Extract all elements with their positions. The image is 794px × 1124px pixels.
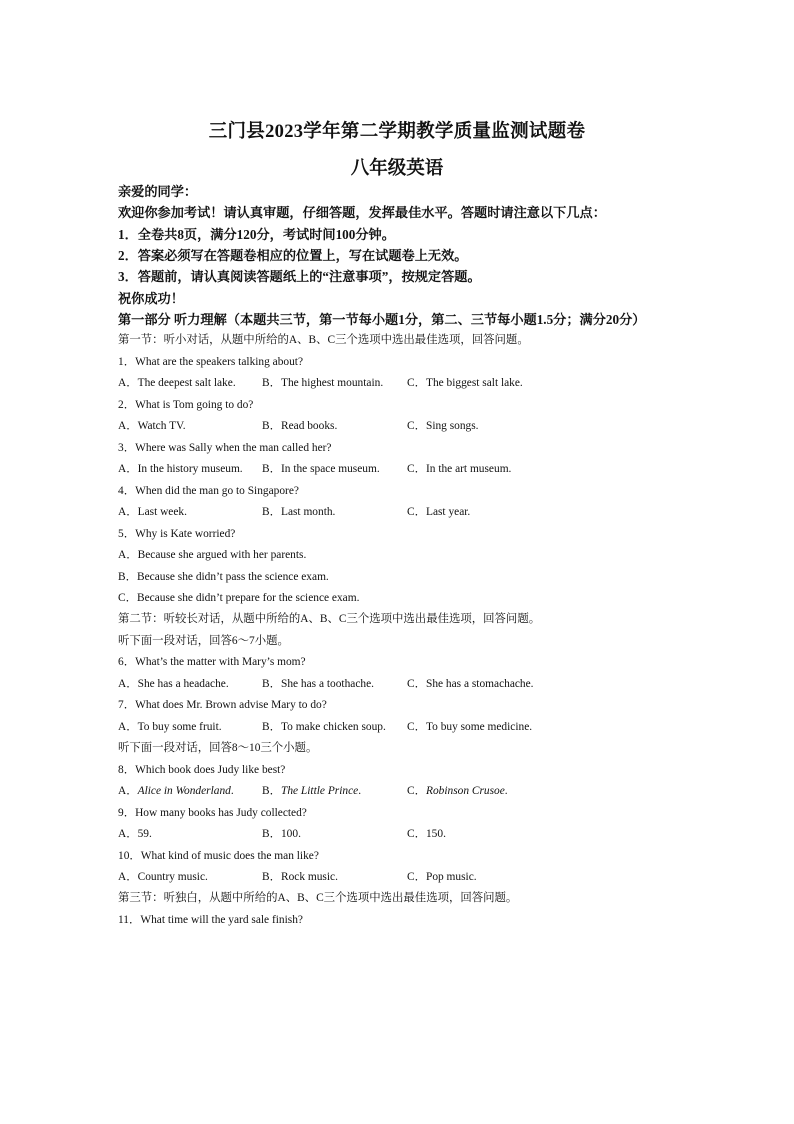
q1-option-c: C．The biggest salt lake. xyxy=(407,377,523,389)
q7-option-c: C．To buy some medicine. xyxy=(407,721,533,733)
q8-option-c-period: . xyxy=(504,785,508,797)
note-2: 2．答案必须写在答题卷相应的位置上，写在试题卷上无效。 xyxy=(118,248,468,263)
q2-option-c: C．Sing songs. xyxy=(407,420,479,432)
q3-option-b: B．In the space museum. xyxy=(262,463,380,475)
q8-option-c-title: Robinson Crusoe xyxy=(426,785,505,797)
section-one-instruction: 第一节：听小对话，从题中所给的A、B、C三个选项中选出最佳选项，回答问题。 xyxy=(118,334,529,346)
question-1: 1．What are the speakers talking about? xyxy=(118,356,304,368)
q8-option-b xyxy=(262,786,361,797)
section-three-instruction: 第三节：听独白，从题中所给的A、B、C三个选项中选出最佳选项，回答问题。 xyxy=(118,892,518,904)
q8-option-a xyxy=(118,786,234,797)
q8-option-b-title: The Little Prince xyxy=(281,785,359,797)
q10-option-b: B．Rock music. xyxy=(262,871,338,883)
q9-option-c: C．150. xyxy=(407,828,446,840)
q8-option-a-letter: A． xyxy=(118,785,138,797)
wish-text: 祝你成功！ xyxy=(118,291,184,306)
q8-option-a-title: Alice in Wonderland xyxy=(137,785,231,797)
q3-option-c: C．In the art museum. xyxy=(407,463,512,475)
question-6: 6．What’s the matter with Mary’s mom? xyxy=(118,656,306,668)
exam-title: 三门县2023学年第二学期教学质量监测试题卷 xyxy=(208,122,586,142)
question-7: 7．What does Mr. Brown advise Mary to do? xyxy=(118,699,327,711)
question-8: 8．Which book does Judy like best? xyxy=(118,764,286,776)
question-4: 4．When did the man go to Singapore? xyxy=(118,485,299,497)
note-1: 1．全卷共8页，满分120分，考试时间100分钟。 xyxy=(118,227,395,242)
q9-option-b: B．100. xyxy=(262,828,301,840)
q8-option-b-period: . xyxy=(358,785,362,797)
q7-option-b: B．To make chicken soup. xyxy=(262,721,386,733)
q6-option-b: B．She has a toothache. xyxy=(262,678,374,690)
question-11: 11．What time will the yard sale finish? xyxy=(118,914,303,926)
question-5: 5．Why is Kate worried? xyxy=(118,528,236,540)
dialogue-instruction-8-10: 听下面一段对话，回答8～10三个小题。 xyxy=(118,742,318,754)
q8-option-b-letter: B． xyxy=(262,785,281,797)
q5-option-b: B．Because she didn’t pass the science exam. xyxy=(118,571,329,583)
q10-option-c: C．Pop music. xyxy=(407,871,477,883)
q5-option-c: C．Because she didn’t prepare for the science exam. xyxy=(118,592,360,604)
q10-option-a: A．Country music. xyxy=(118,871,208,883)
q8-option-c-letter: C． xyxy=(407,785,426,797)
q6-option-c: C．She has a stomachache. xyxy=(407,678,534,690)
q4-option-b: B．Last month. xyxy=(262,506,336,518)
q1-option-b: B．The highest mountain. xyxy=(262,377,384,389)
question-9: 9．How many books has Judy collected? xyxy=(118,807,307,819)
q7-option-a: A．To buy some fruit. xyxy=(118,721,222,733)
q8-option-c xyxy=(407,786,508,797)
q3-option-a: A．In the history museum. xyxy=(118,463,243,475)
question-2: 2．What is Tom going to do? xyxy=(118,399,254,411)
part-one-heading: 第一部分 听力理解（本题共三节，第一节每小题1分，第二、三节每小题1.5分；满分20分） xyxy=(118,312,646,327)
q9-option-a: A．59. xyxy=(118,828,152,840)
q1-option-a: A．The deepest salt lake. xyxy=(118,377,236,389)
q8-option-a-period: . xyxy=(230,785,234,797)
q4-option-a: A．Last week. xyxy=(118,506,187,518)
question-3: 3．Where was Sally when the man called her? xyxy=(118,442,332,454)
section-two-instruction: 第二节：听较长对话，从题中所给的A、B、C三个选项中选出最佳选项，回答问题。 xyxy=(118,613,541,625)
dialogue-instruction-6-7: 听下面一段对话，回答6～7小题。 xyxy=(118,635,289,647)
q2-option-b: B．Read books. xyxy=(262,420,338,432)
q2-option-a: A．Watch TV. xyxy=(118,420,186,432)
welcome-text: 欢迎你参加考试！请认真审题，仔细答题，发挥最佳水平。答题时请注意以下几点： xyxy=(118,205,606,220)
q6-option-a: A．She has a headache. xyxy=(118,678,229,690)
exam-subtitle: 八年级英语 xyxy=(350,159,444,179)
greeting: 亲爱的同学： xyxy=(118,184,198,199)
q5-option-a: A．Because she argued with her parents. xyxy=(118,549,307,561)
q4-option-c: C．Last year. xyxy=(407,506,471,518)
note-3: 3．答题前，请认真阅读答题纸上的“注意事项”，按规定答题。 xyxy=(118,269,481,284)
question-10: 10．What kind of music does the man like? xyxy=(118,850,319,862)
